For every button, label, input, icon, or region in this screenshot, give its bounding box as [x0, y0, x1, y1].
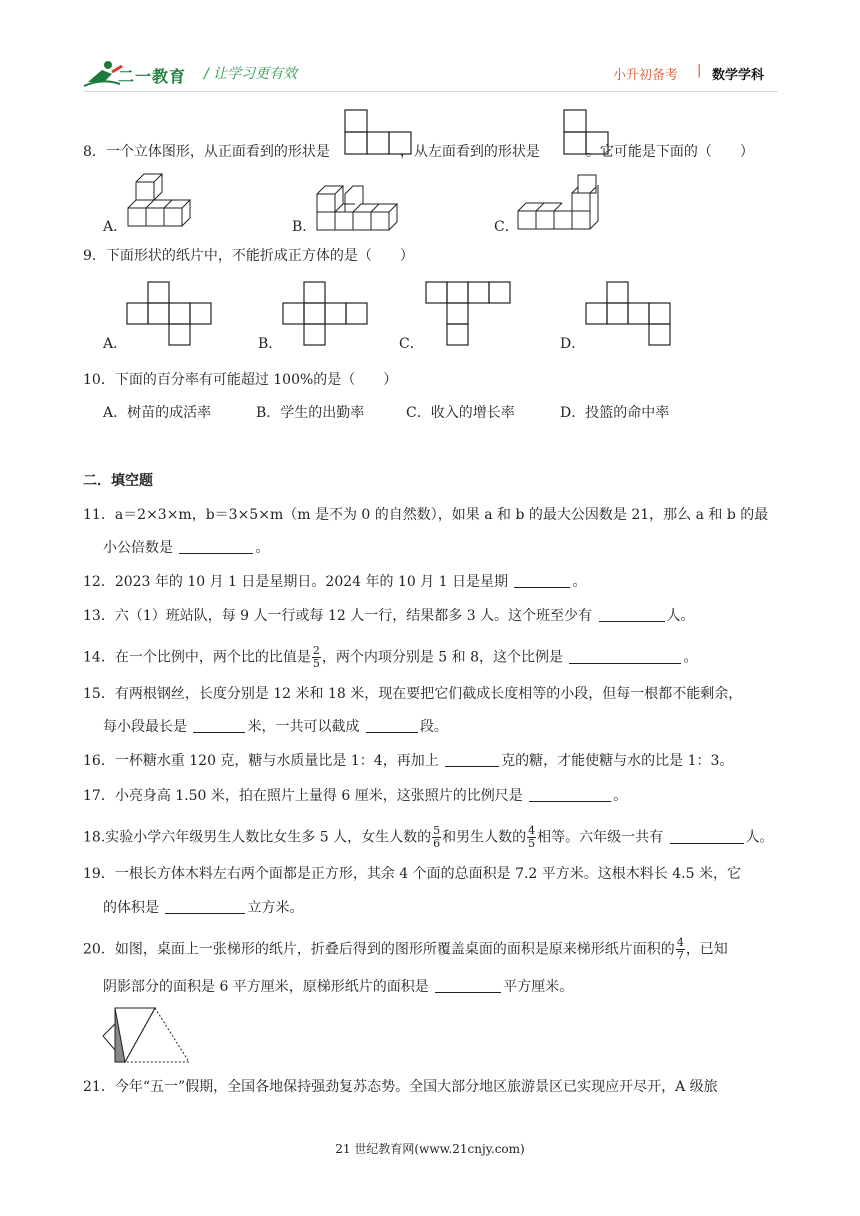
q8-text-1: 8．一个立体图形，从正面看到的形状是	[83, 144, 330, 160]
footer-text: 21 世纪教育网(www.21cnjy.com)	[335, 1142, 525, 1156]
q17-answer-blank[interactable]	[529, 787, 611, 802]
left-view-figure	[563, 109, 611, 157]
q8-option-c[interactable]: C．	[494, 219, 519, 235]
q18-end: 人。	[745, 829, 774, 846]
category-label: 小升初备考	[613, 68, 679, 83]
q18-fraction-2: $\frac{4}{5}$	[528, 824, 536, 850]
q10-option-d[interactable]: D．投篮的命中率	[560, 405, 670, 421]
q15-answer-blank-2[interactable]	[366, 718, 418, 733]
q10-option-b[interactable]: B．学生的出勤率	[256, 405, 365, 421]
header-divider	[84, 91, 778, 92]
question-8	[83, 142, 754, 162]
q8-option-b[interactable]: B．	[292, 219, 317, 235]
question-11-line2	[103, 538, 269, 558]
q19-text: 的体积是	[103, 900, 164, 916]
q8-option-a[interactable]: A．	[103, 219, 128, 235]
q17-end: 。	[613, 788, 628, 804]
q9-option-a-net	[126, 281, 216, 347]
q9-option-c-net	[425, 281, 515, 347]
question-20-line2	[103, 977, 573, 997]
q14-end: 。	[683, 649, 698, 666]
q9-option-d-net	[585, 281, 675, 347]
q13-answer-blank[interactable]	[599, 607, 665, 622]
q14-text-2: ，两个内项分别是 5 和 8，这个比例是	[321, 649, 568, 666]
subject-label: 数学学科	[712, 68, 765, 83]
q16-text: 16．一杯糖水重 120 克，糖与水质量比是 1：4，再加上	[83, 753, 444, 769]
q20-text-1: 20．如图，桌面上一张梯形的纸片，折叠后得到的图形所覆盖桌面的面积是原来梯形纸片面积的	[83, 941, 675, 958]
folded-trapezoid-figure	[101, 1006, 193, 1066]
q16-answer-blank[interactable]	[445, 752, 499, 767]
header-separator: |	[697, 63, 702, 78]
q19-end: 立方米。	[247, 900, 304, 916]
q12-text: 12．2023 年的 10 月 1 日是星期日。2024 年的 10 月 1 日是星期	[83, 574, 513, 590]
q10-option-c[interactable]: C．收入的增长率	[406, 405, 515, 421]
q15-end: 段。	[419, 719, 448, 735]
q8-option-c-figure	[516, 171, 602, 233]
q12-answer-blank[interactable]	[514, 573, 570, 588]
question-13	[83, 606, 695, 626]
question-11-line1: 11．a＝2×3×m，b＝3×5×m（m 是不为 0 的自然数），如果 a 和 b 的最大公因数是 21，那么 a 和 b 的最	[83, 507, 769, 523]
question-18	[83, 825, 774, 850]
q8-text-3: 。它可能是下面的（ ）	[585, 144, 754, 160]
logo-text: 二一教育	[118, 67, 187, 86]
q14-answer-blank[interactable]	[569, 649, 681, 664]
question-20-line1	[83, 937, 728, 962]
q15-text-2: 米，一共可以截成	[247, 719, 364, 735]
q8-text-2: ，从左面看到的形状是	[399, 144, 540, 160]
q16-end: 克的糖，才能使糖与水的比是 1：3。	[501, 753, 734, 769]
q18-text-1: 18.实验小学六年级男生人数比女生多 5 人，女生人数的	[83, 829, 432, 846]
q20-end: 平方厘米。	[503, 979, 574, 995]
q11-text: 小公倍数是	[103, 540, 178, 556]
q20-text-3: 阴影部分的面积是 6 平方厘米，原梯形纸片的面积是	[103, 979, 434, 995]
question-10: 10．下面的百分率有可能超过 100%的是（ ）	[83, 372, 398, 388]
q9-option-a[interactable]: A．	[103, 336, 128, 352]
question-16	[83, 751, 733, 771]
q9-option-d[interactable]: D．	[560, 336, 586, 352]
slogan: / 让学习更有效	[204, 66, 298, 82]
q13-text: 13．六（1）班站队，每 9 人一行或每 12 人一行，结果都多 3 人。这个班至少有	[83, 608, 597, 624]
front-view-figure	[344, 109, 414, 157]
question-15-line2	[103, 717, 448, 737]
question-21: 21．今年“五一”假期，全国各地保持强劲复苏态势。全国大部分地区旅游景区已实现应开尽开，A 级旅	[83, 1079, 718, 1095]
q18-text-3: 相等。六年级一共有	[537, 829, 668, 846]
q14-text-1: 14．在一个比例中，两个比的比值是	[83, 649, 311, 666]
q13-end: 人。	[666, 608, 695, 624]
q17-text: 17．小亮身高 1.50 米，拍在照片上量得 6 厘米，这张照片的比例尺是	[83, 788, 528, 804]
question-9: 9．下面形状的纸片中，不能折成正方体的是（ ）	[83, 248, 414, 264]
q15-text-1: 每小段最长是	[103, 719, 192, 735]
q15-answer-blank-1[interactable]	[193, 718, 245, 733]
section-title: 二．填空题	[83, 473, 153, 489]
q8-option-a-figure	[126, 172, 198, 232]
question-14	[83, 645, 697, 670]
q12-end: 。	[572, 574, 587, 590]
q20-answer-blank[interactable]	[435, 978, 501, 993]
q18-text-2: 和男生人数的	[442, 829, 527, 846]
q11-answer-blank[interactable]	[179, 539, 253, 554]
q9-option-b[interactable]: B．	[258, 336, 283, 352]
q18-answer-blank[interactable]	[670, 829, 744, 844]
question-19-line2	[103, 898, 303, 918]
q19-answer-blank[interactable]	[165, 899, 245, 914]
question-15-line1: 15．有两根钢丝，长度分别是 12 米和 18 米，现在要把它们截成长度相等的小段，但每一根都不能剩余，	[83, 686, 743, 702]
q10-option-a[interactable]: A．树苗的成活率	[103, 405, 212, 421]
q8-option-b-figure	[315, 180, 407, 236]
q14-fraction: $\frac{2}{5}$	[312, 644, 320, 670]
q20-fraction: $\frac{4}{7}$	[676, 936, 684, 962]
q9-option-c[interactable]: C．	[399, 336, 424, 352]
question-17	[83, 786, 627, 806]
q9-option-b-net	[282, 281, 372, 347]
question-12	[83, 572, 586, 592]
q20-text-2: ，已知	[685, 941, 728, 958]
q18-fraction-1: $\frac{5}{6}$	[433, 824, 441, 850]
q11-end: 。	[255, 540, 270, 556]
question-19-line1: 19．一根长方体木料左右两个面都是正方形，其余 4 个面的总面积是 7.2 平方米。这根木料长 4.5 米，它	[83, 866, 741, 882]
